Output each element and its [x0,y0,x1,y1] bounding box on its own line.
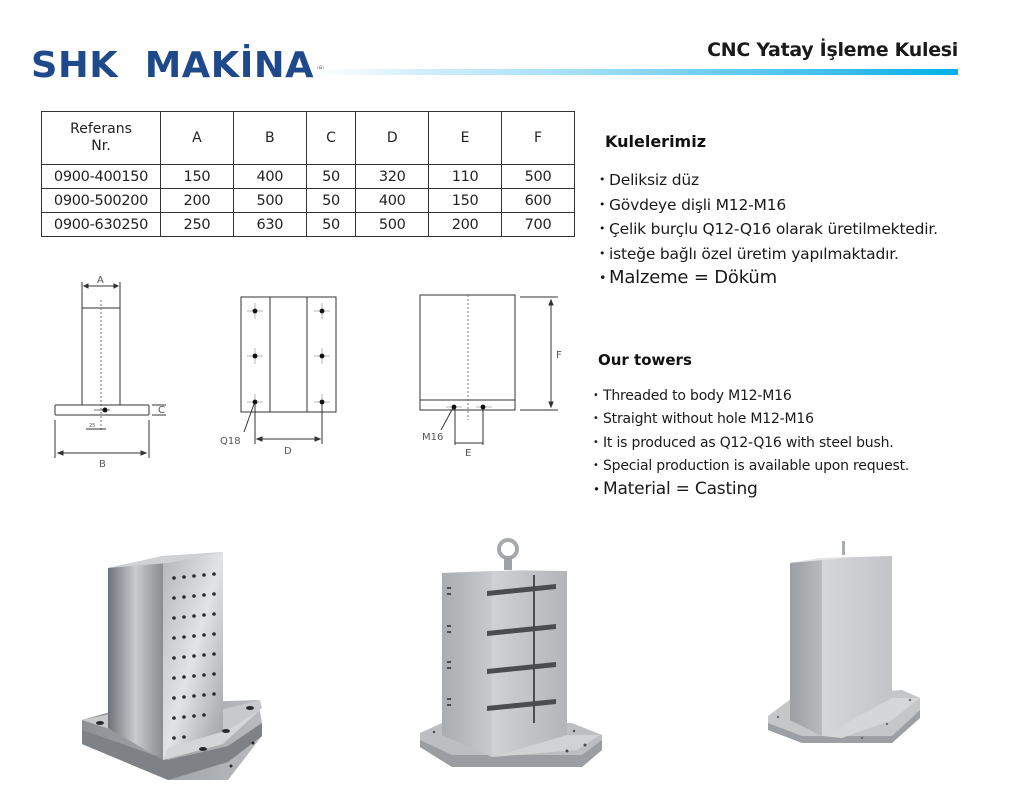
cell-e: 110 [429,165,502,189]
page-title: CNC Yatay İşleme Kulesi [707,39,958,61]
column-header-e: E [429,112,502,165]
cell-b: 630 [233,213,306,237]
list-item: • Material = Casting [593,479,909,507]
cell-f: 700 [502,213,575,237]
column-header-b: B [233,112,306,165]
column-header-f: F [502,112,575,165]
cell-f: 500 [502,165,575,189]
dim-label-m16: M16 [422,432,444,443]
table-header-row [42,112,575,165]
cell-reference: 0900-630250 [42,213,161,237]
column-header-a: A [161,112,234,165]
side-view-drawing [48,270,178,470]
list-item: • Deliksiz düz [599,170,938,195]
logo-text: SHK MAKİNA [31,45,315,86]
dim-label-f: F [556,350,562,361]
table-row [42,165,575,189]
table-row [42,213,575,237]
cell-d: 320 [356,165,429,189]
list-item: • Threaded to body M12-M16 [593,386,909,409]
header-ref-line1: Referans [70,121,132,137]
cell-reference: 0900-500200 [42,189,161,213]
list-item: • Malzeme = Döküm [599,268,938,293]
list-item: • Çelik burçlu Q12-Q16 olarak üretilmektedir. [599,219,938,244]
end-view-drawing [410,290,570,465]
dim-label-d: D [284,446,292,457]
spec-table [41,111,575,237]
turkish-heading: Kulelerimiz [605,132,707,151]
title-underline [315,69,958,75]
cell-c: 50 [306,189,355,213]
header-ref-line2: Nr. [91,138,111,154]
cell-reference: 0900-400150 [42,165,161,189]
list-item: • It is produced as Q12-Q16 with steel bush. [593,433,909,456]
english-feature-list [593,386,909,507]
product-image-plain-tower [762,538,927,768]
table-row [42,189,575,213]
turkish-feature-list [599,170,938,293]
cell-a: 250 [161,213,234,237]
dim-label-e: E [465,448,472,459]
cell-c: 50 [306,213,355,237]
cell-b: 500 [233,189,306,213]
cell-a: 150 [161,165,234,189]
cell-d: 500 [356,213,429,237]
dim-label-25: 25 [89,423,96,429]
company-logo [31,46,326,86]
column-header-d: D [356,112,429,165]
column-header-c: C [306,112,355,165]
front-view-drawing [218,292,348,462]
dim-label-c: C [158,405,165,416]
list-item: • Special production is available upon request. [593,456,909,479]
cell-e: 200 [429,213,502,237]
product-image-perforated-tower [78,548,268,793]
dim-label-b: B [99,459,106,470]
list-item: • isteğe bağlı özel üretim yapılmaktadır. [599,244,938,269]
cell-e: 150 [429,189,502,213]
product-image-t-slot-tower [412,535,612,780]
list-item: • Straight without hole M12-M16 [593,409,909,432]
cell-b: 400 [233,165,306,189]
cell-f: 600 [502,189,575,213]
column-header-reference [42,112,161,165]
list-item: • Gövdeye dişli M12-M16 [599,195,938,220]
cell-c: 50 [306,165,355,189]
cell-a: 200 [161,189,234,213]
dim-label-a: A [97,275,104,286]
dim-label-q18: Q18 [220,436,241,447]
english-heading: Our towers [598,351,692,369]
cell-d: 400 [356,189,429,213]
